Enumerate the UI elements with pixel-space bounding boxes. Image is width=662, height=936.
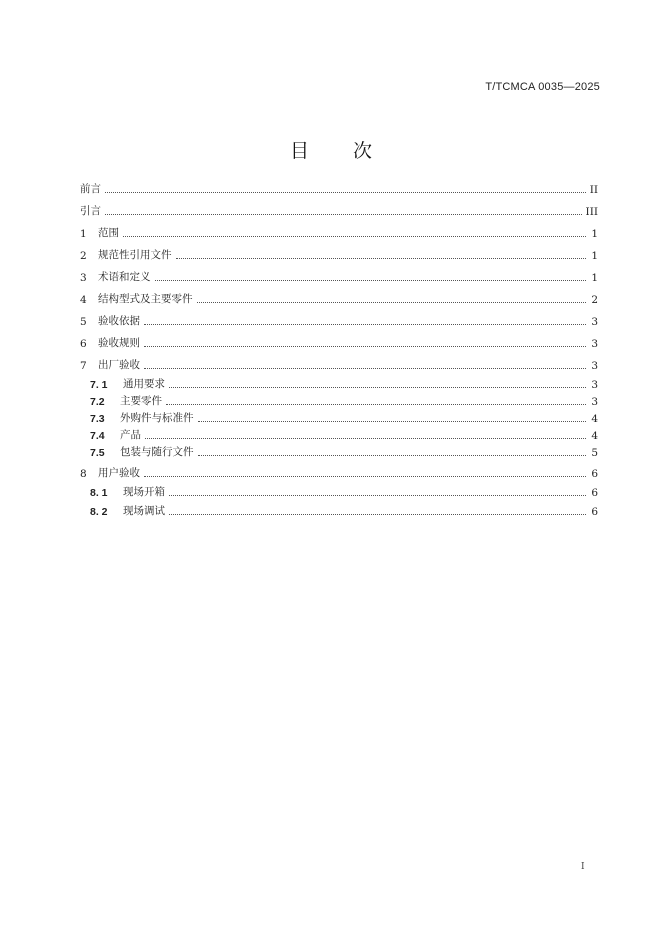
toc-entry-page: II <box>589 184 598 196</box>
toc-leader <box>105 192 586 193</box>
toc-entry-label: 用户验收 <box>98 467 140 479</box>
toc-entry-label: 现场开箱 <box>123 486 165 498</box>
toc-entry-page: 6 <box>591 487 598 499</box>
toc-entry-section-7-5[interactable] <box>90 443 598 459</box>
toc-leader <box>144 476 586 477</box>
toc-entry-foreword[interactable] <box>80 180 598 196</box>
toc-entry-section-8-1[interactable] <box>90 483 598 499</box>
toc-entry-section-7-3[interactable] <box>90 409 598 425</box>
toc-entry-number: 2 <box>80 250 87 262</box>
toc-entry-label: 术语和定义 <box>98 271 151 283</box>
toc-entry-number: 8. 1 <box>90 487 108 499</box>
toc-entry-label: 规范性引用文件 <box>98 249 172 261</box>
toc-entry-label: 引言 <box>80 205 101 217</box>
toc-entry-number: 7.4 <box>90 430 105 442</box>
toc-entry-number: 4 <box>80 294 87 306</box>
toc-leader <box>144 368 586 369</box>
toc-entry-number: 7.2 <box>90 396 105 408</box>
toc-entry-label: 范围 <box>98 227 119 239</box>
toc-leader <box>198 421 587 422</box>
toc-entry-label: 结构型式及主要零件 <box>98 293 193 305</box>
toc-entry-page: 3 <box>591 379 598 391</box>
toc-entry-section-6[interactable] <box>80 334 598 350</box>
toc-entry-label: 前言 <box>80 183 101 195</box>
toc-entry-number: 6 <box>80 338 87 350</box>
toc-entry-page: 6 <box>591 468 598 480</box>
toc-entry-page: 2 <box>591 294 598 306</box>
toc-entry-label: 包装与随行文件 <box>120 446 194 458</box>
toc-entry-label: 现场调试 <box>123 505 165 517</box>
toc-entry-page: 4 <box>591 413 598 425</box>
toc-entry-section-7-2[interactable] <box>90 392 598 408</box>
toc-entry-section-7-4[interactable] <box>90 426 598 442</box>
toc-entry-page: 6 <box>591 506 598 518</box>
toc-entry-section-3[interactable] <box>80 268 598 284</box>
toc-leader <box>169 387 586 388</box>
toc-entry-section-8-2[interactable] <box>90 502 598 518</box>
toc-leader <box>197 302 587 303</box>
toc-entry-label: 主要零件 <box>120 395 162 407</box>
toc-entry-label: 产品 <box>120 429 141 441</box>
toc-entry-introduction[interactable] <box>80 202 598 218</box>
toc-leader <box>155 280 587 281</box>
toc-leader <box>169 495 586 496</box>
toc-title-char-1: 目 <box>289 140 309 162</box>
toc-entry-section-7[interactable] <box>80 356 598 372</box>
toc-leader <box>123 236 586 237</box>
toc-entry-section-4[interactable] <box>80 290 598 306</box>
toc-entry-section-5[interactable] <box>80 312 598 328</box>
toc-entry-page: 3 <box>591 316 598 328</box>
toc-entry-number: 8. 2 <box>90 506 108 518</box>
toc-leader <box>166 404 586 405</box>
toc-title-char-2: 次 <box>353 140 373 162</box>
toc-entry-page: 3 <box>591 396 598 408</box>
toc-leader <box>144 324 586 325</box>
toc-entry-page: 3 <box>591 360 598 372</box>
toc-entry-label: 通用要求 <box>123 378 165 390</box>
toc-leader <box>145 438 586 439</box>
toc-entry-page: 4 <box>591 430 598 442</box>
toc-entry-number: 7.3 <box>90 413 105 425</box>
toc-entry-section-7-1[interactable] <box>90 375 598 391</box>
toc-title <box>0 136 662 163</box>
toc-entry-page: 1 <box>591 228 598 240</box>
toc-entry-label: 出厂验收 <box>98 359 140 371</box>
toc-entry-number: 1 <box>80 228 87 240</box>
toc-entry-section-8[interactable] <box>80 464 598 480</box>
toc-entry-number: 7 <box>80 360 87 372</box>
toc-entry-label: 验收依据 <box>98 315 140 327</box>
toc-leader <box>169 514 586 515</box>
toc-entry-page: 3 <box>591 338 598 350</box>
toc-entry-page: 1 <box>591 250 598 262</box>
toc-entry-section-1[interactable] <box>80 224 598 240</box>
toc-entry-number: 3 <box>80 272 87 284</box>
toc-entry-number: 8 <box>80 468 87 480</box>
toc-entry-label: 外购件与标准件 <box>120 412 194 424</box>
toc-entry-label: 验收规则 <box>98 337 140 349</box>
toc-entry-number: 7. 1 <box>90 379 108 391</box>
toc-leader <box>176 258 587 259</box>
toc-entry-number: 5 <box>80 316 87 328</box>
toc-entry-page: 5 <box>591 447 598 459</box>
toc-entry-section-2[interactable] <box>80 246 598 262</box>
toc-leader <box>198 455 587 456</box>
toc-entry-number: 7.5 <box>90 447 105 459</box>
toc-entry-page: 1 <box>591 272 598 284</box>
standard-code: T/TCMCA 0035—2025 <box>485 81 600 93</box>
page-number: I <box>581 862 585 872</box>
toc-leader <box>144 346 586 347</box>
toc-leader <box>105 214 582 215</box>
toc-entry-page: III <box>585 206 598 218</box>
